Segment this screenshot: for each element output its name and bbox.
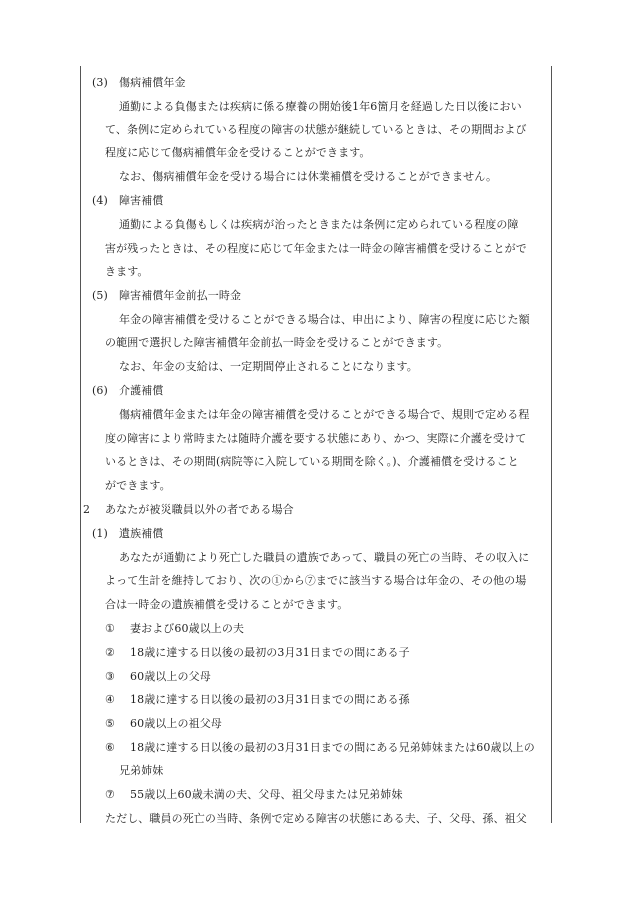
list-text: 60歳以上の父母	[130, 670, 211, 683]
section-heading-text: あなたが被災職員以外の者である場合	[105, 503, 294, 516]
heading-text: 介護補償	[119, 384, 164, 397]
section-number: 2	[83, 503, 91, 516]
line-text: の範囲で選択した障害補償年金前払一時金を受けることができます。	[105, 336, 449, 349]
list-text: 18歳に達する日以後の最初の3月31日までの間にある子	[130, 646, 410, 659]
list-marker: ④	[105, 693, 115, 706]
list-text: 妻および60歳以上の夫	[130, 622, 245, 635]
line-text: 合は一時金の遺族補償を受けることができます。	[105, 598, 349, 611]
heading-text: 遺族補償	[119, 527, 164, 540]
list-text: 18歳に達する日以後の最初の3月31日までの間にある孫	[130, 693, 410, 706]
heading-text: 障害補償年金前払一時金	[119, 289, 242, 302]
list-marker: ③	[105, 670, 115, 683]
heading-text: 傷病補償年金	[119, 76, 186, 89]
item-number: (4)	[92, 194, 108, 207]
line-text: きます。	[105, 265, 149, 278]
line-text: 通勤による負傷もしくは疾病が治ったときまたは条例に定められている程度の障	[119, 218, 519, 231]
line-text: なお、年金の支給は、一定期間停止されることになります。	[119, 360, 418, 373]
list-text: 60歳以上の祖父母	[130, 717, 222, 730]
list-text: 18歳に達する日以後の最初の3月31日までの間にある兄弟姉妹または60歳以上の	[130, 741, 535, 754]
line-text: 年金の障害補償を受けることができる場合は、申出により、障害の程度に応じた額	[119, 313, 530, 326]
line-text: よって生計を維持しており、次の①から⑦までに該当する場合は年金の、その他の場	[105, 574, 527, 587]
item-number: (3)	[92, 76, 108, 89]
line-text: 程度に応じて傷病補償年金を受けることができます。	[105, 146, 371, 159]
line-text: て、条例に定められている程度の障害の状態が継続しているときは、その期間および	[105, 123, 527, 136]
list-text: 兄弟姉妹	[119, 764, 164, 777]
list-marker: ②	[105, 646, 115, 659]
line-text: なお、傷病補償年金を受ける場合には休業補償を受けることができません。	[119, 170, 498, 183]
list-marker: ⑥	[105, 741, 115, 754]
heading-text: 障害補償	[119, 194, 164, 207]
list-text: 55歳以上60歳未満の夫、父母、祖父母または兄弟姉妹	[130, 788, 403, 801]
line-text: ただし、職員の死亡の当時、条例で定める障害の状態にある夫、子、父母、孫、祖父	[105, 812, 527, 825]
item-number: (6)	[92, 384, 108, 397]
line-text: 通勤による負傷または疾病に係る療養の開始後1年6箇月を経過した日以後におい	[119, 100, 522, 113]
list-marker: ⑤	[105, 717, 115, 730]
line-text: 度の障害により常時または随時介護を要する状態にあり、かつ、実際に介護を受けて	[105, 432, 527, 445]
line-text: ができます。	[105, 479, 171, 492]
line-text: あなたが通勤により死亡した職員の遺族であって、職員の死亡の当時、その収入に	[119, 551, 530, 564]
list-marker: ①	[105, 622, 115, 635]
item-number: (5)	[92, 289, 108, 302]
line-text: いるときは、その期間(病院等に入院している期間を除く。)、介護補償を受けること	[105, 455, 519, 468]
list-marker: ⑦	[105, 788, 115, 801]
line-text: 傷病補償年金または年金の障害補償を受けることができる場合で、規則で定める程	[119, 408, 530, 421]
content-frame	[80, 66, 552, 823]
item-number: (1)	[92, 527, 108, 540]
line-text: 害が残ったときは、その程度に応じて年金または一時金の障害補償を受けることがで	[105, 242, 527, 255]
